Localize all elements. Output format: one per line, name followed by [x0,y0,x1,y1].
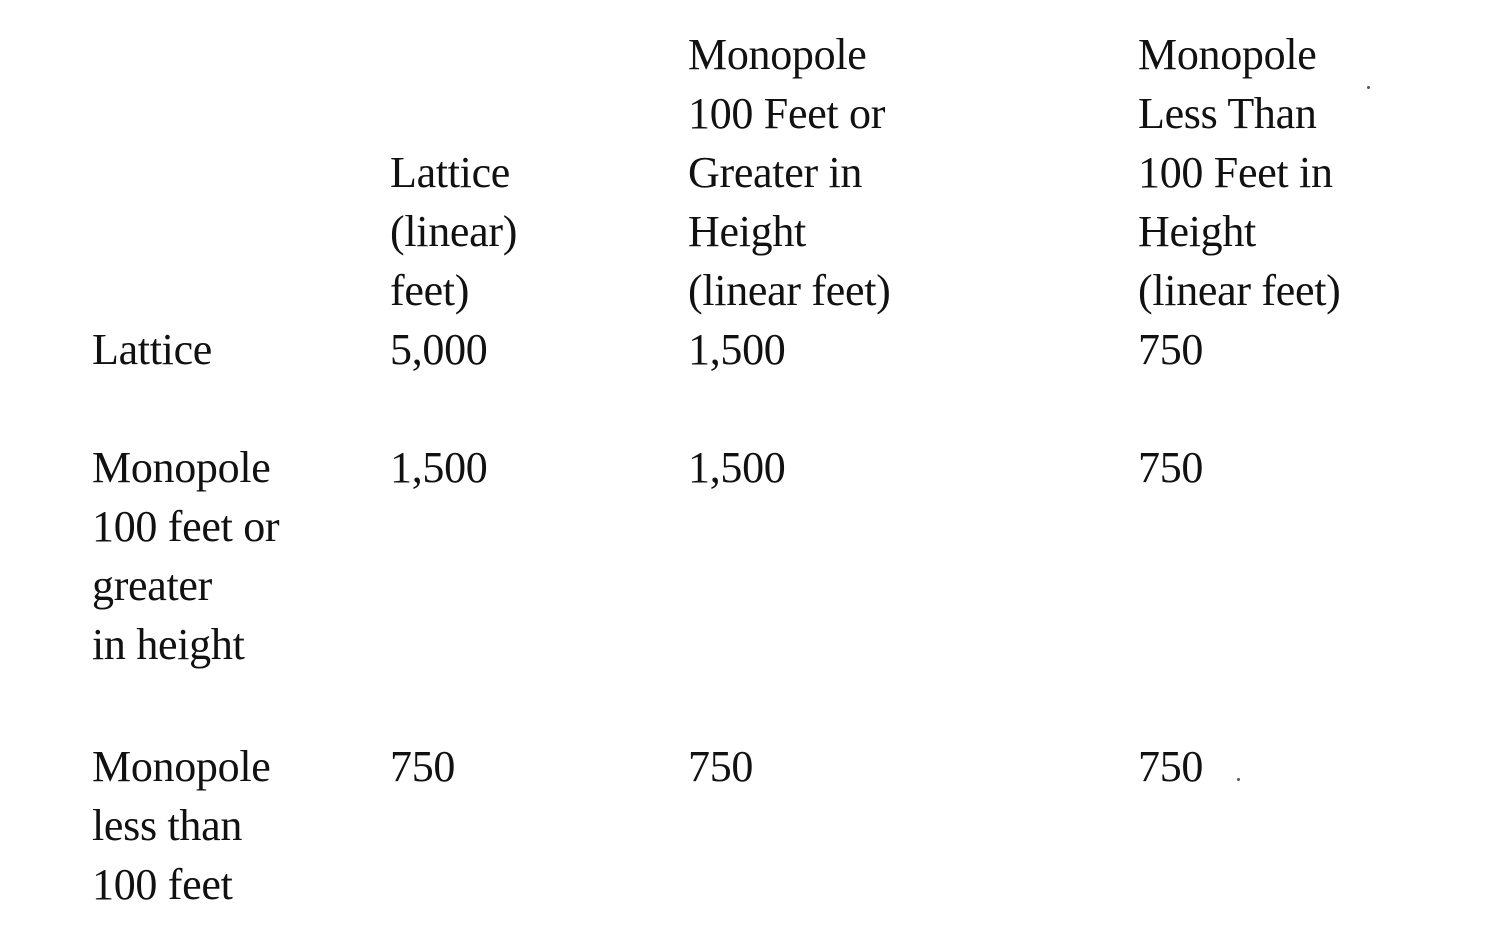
row-label-monopole-100-or-greater: Monopole 100 feet or greater in height [92,443,280,669]
scan-speck [1237,778,1240,781]
cell-monopole-less-than-100-monopole-100-or-greater: 750 [688,742,754,791]
cell-lattice-monopole-less-than-100: 750 [1138,325,1204,374]
cell-monopole-less-than-100-monopole-less-than-100: 750 [1138,742,1204,791]
cell-lattice-monopole-100-or-greater: 1,500 [688,325,786,374]
cell-monopole-less-than-100-lattice: 750 [390,742,456,791]
row-label-monopole-less-than-100: Monopole less than 100 feet [92,742,271,909]
cell-monopole-100-or-greater-monopole-100-or-greater: 1,500 [688,443,786,492]
row-label-lattice: Lattice [92,325,213,374]
cell-lattice-lattice: 5,000 [390,325,488,374]
header-monopole-100-or-greater: Monopole 100 Feet or Greater in Height (linear feet) [688,30,891,315]
cell-monopole-100-or-greater-monopole-less-than-100: 750 [1138,443,1204,492]
header-monopole-less-than-100: Monopole Less Than 100 Feet in Height (linear feet) [1138,30,1341,315]
cell-monopole-100-or-greater-lattice: 1,500 [390,443,488,492]
scan-speck [1367,86,1370,89]
header-lattice: Lattice (linear) feet) [390,148,518,315]
